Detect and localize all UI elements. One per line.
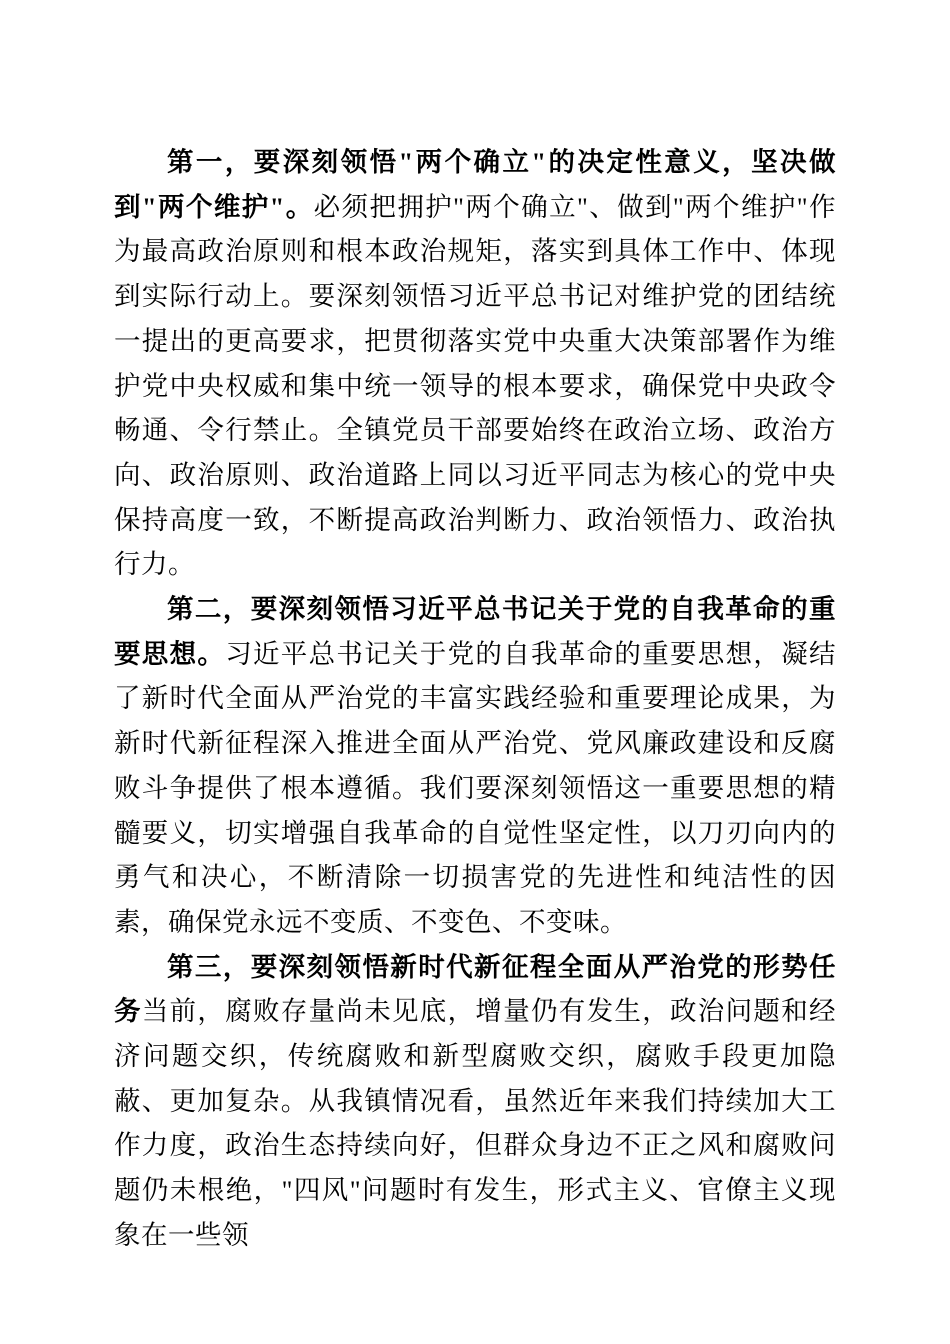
- text-column: [114, 140, 836, 1258]
- paragraph-2-body-text: 习近平总书记关于党的自我革命的重要思想，凝结了新时代全面从严治党的丰富实践经验和重要理论成果，为新时代新征程深入推进全面从严治党、党风廉政建设和反腐败斗争提供了根本遵循。我们要深刻领悟这一重要思想的精髓要义，切实增强自我革命的自觉性坚定性，以刀刃向内的勇气和决心，不断清除一切损害党的先进性和纯洁性的因素，确保党永远不变质、不变色、不变味。: [114, 638, 837, 937]
- paragraph-1-body-text: 必须把拥护"两个确立"、做到"两个维护"作为最高政治原则和根本政治规矩，落实到具体工作中、体现到实际行动上。要深刻领悟习近平总书记对维护党的团结统一提出的更高要求，把贯彻落实党中央重大决策部署作为维护党中央权威和集中统一领导的根本要求，确保党中央政令畅通、令行禁止。全镇党员干部要始终在政治立场、政治方向、政治原则、政治道路上同以习近平同志为核心的党中央保持高度一致，不断提高政治判断力、政治领悟力、政治执行力。: [114, 191, 836, 580]
- paragraph-3-lead-sentence: 第三，要深刻领悟新时代新征程全面从严治党的形势任务: [114, 951, 836, 1027]
- paragraph-3-body-text: 当前，腐败存量尚未见底，增量仍有发生，政治问题和经济问题交织，传统腐败和新型腐败交织，腐败手段更加隐蔽、更加复杂。从我镇情况看，虽然近年来我们持续加大工作力度，政治生态持续向好，但群众身边不正之风和腐败问题仍未根绝，"四风"问题时有发生，形式主义、官僚主义现象在一些领: [114, 996, 837, 1250]
- paragraph-1-lead-sentence: 第一，要深刻领悟"两个确立"的决定性意义，坚决做到"两个维护"。: [114, 147, 836, 222]
- paragraph-2: [114, 587, 836, 945]
- paragraph-2-lead-sentence: 第二，要深刻领悟习近平总书记关于党的自我革命的重要思想。: [114, 594, 836, 669]
- paragraph-3: [114, 945, 836, 1258]
- paragraph-1: [114, 140, 836, 587]
